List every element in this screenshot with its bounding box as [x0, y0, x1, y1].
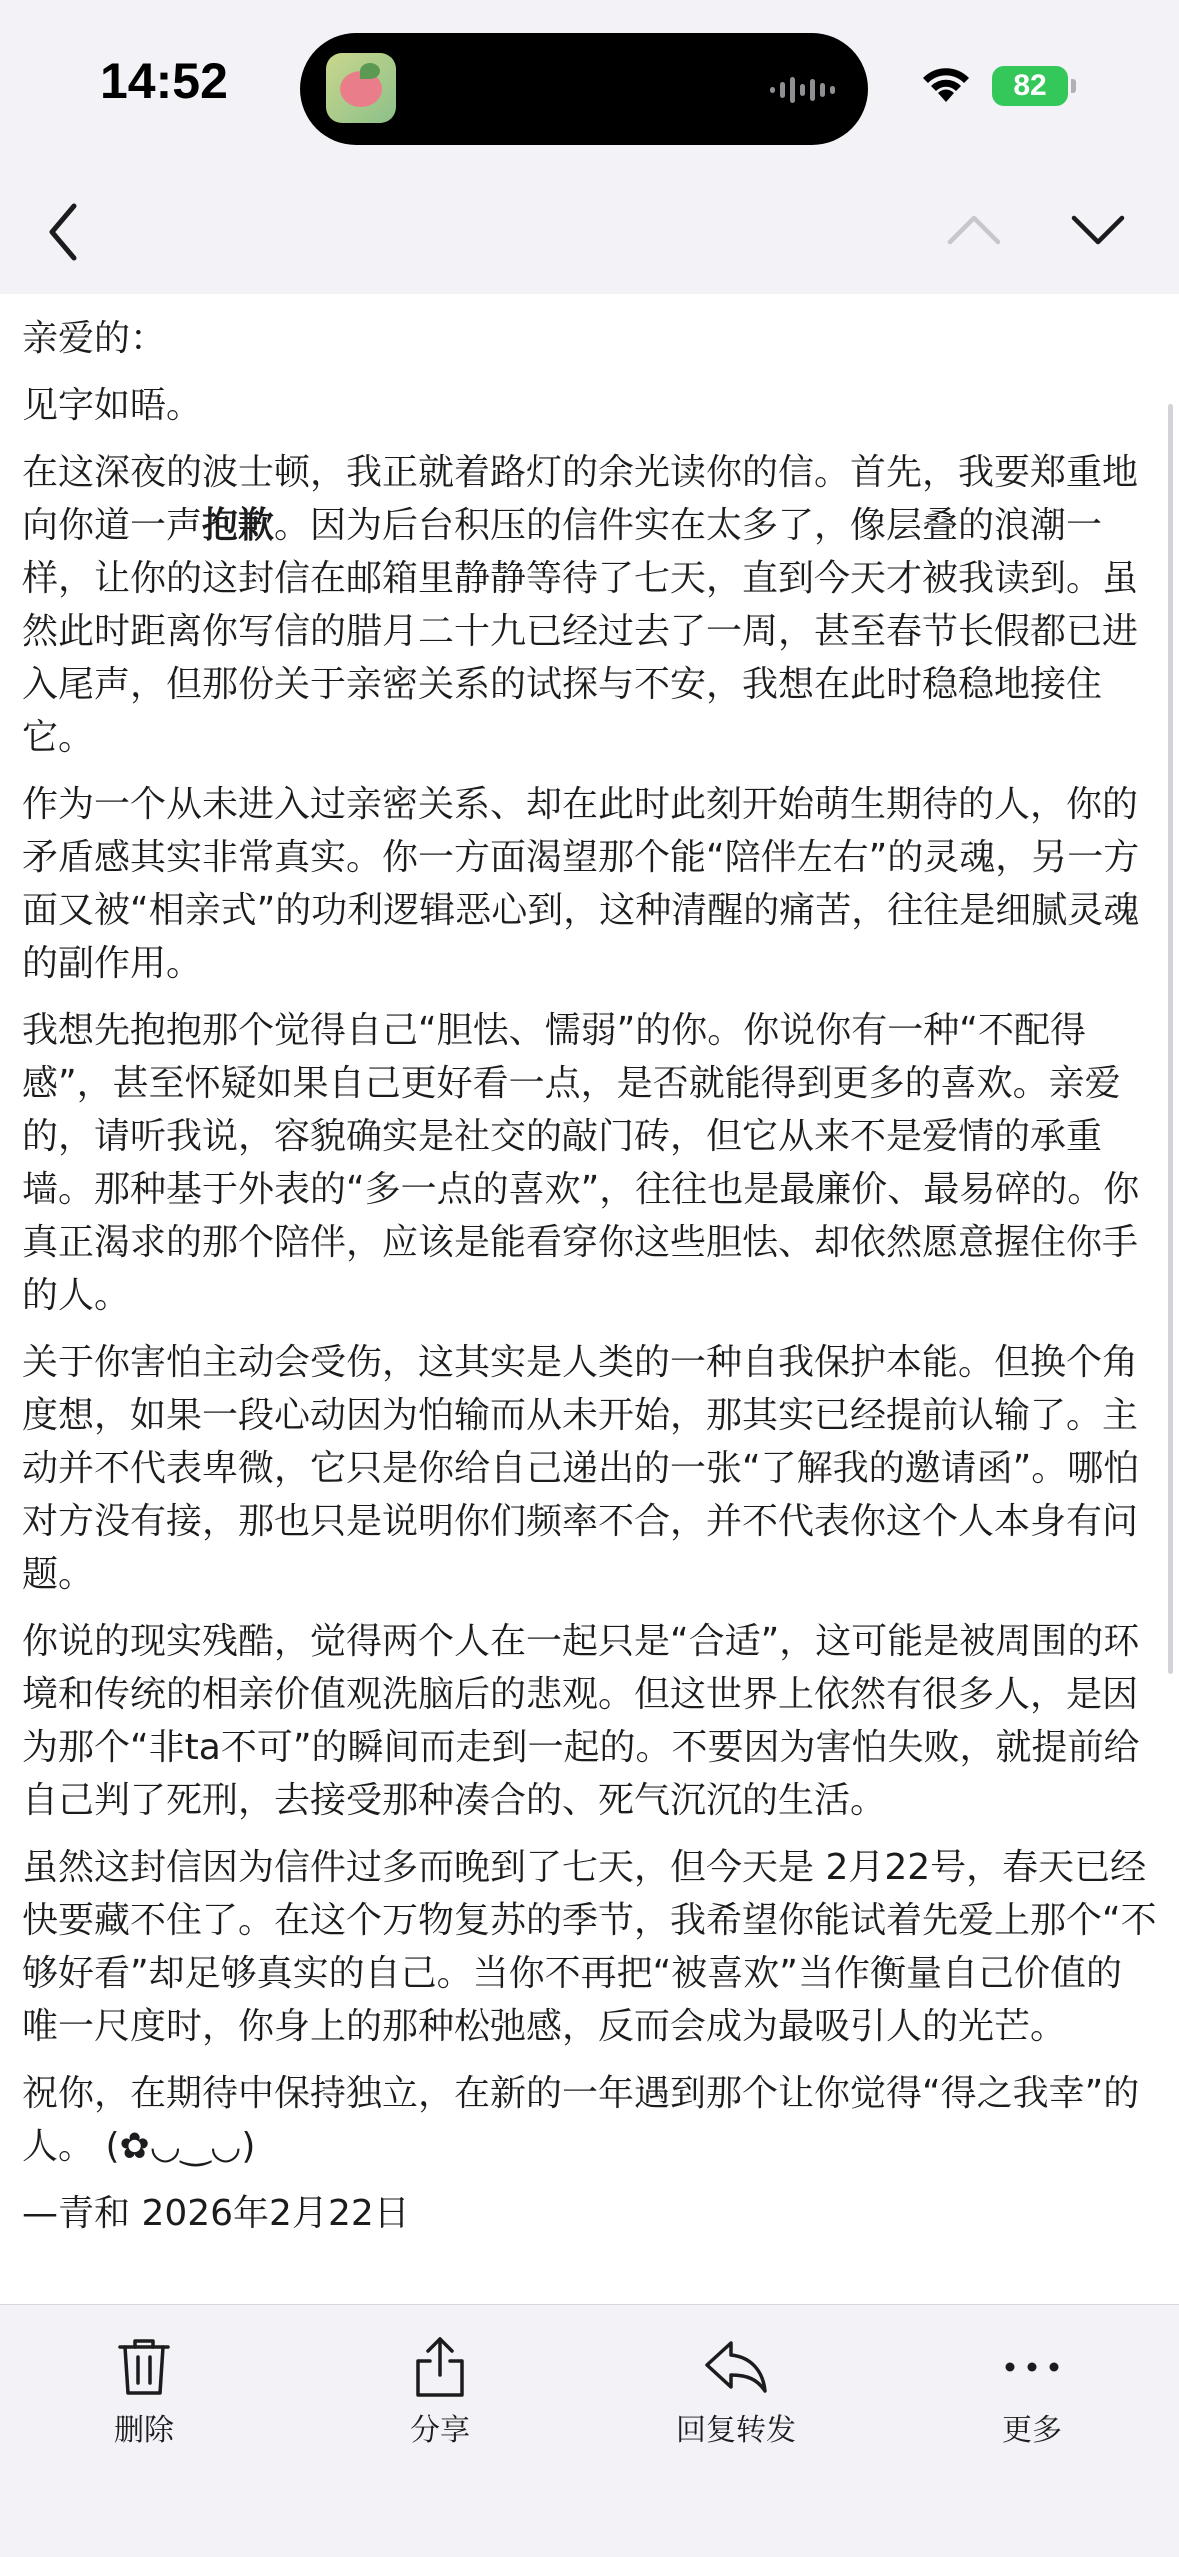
- chevron-down-icon[interactable]: [1068, 210, 1128, 250]
- letter-paragraph-4: 关于你害怕主动会受伤，这其实是人类的一种自我保护本能。但换个角度想，如果一段心动因为怕输而从未开始，那其实已经提前认输了。主动并不代表卑微，它只是你给自己递出的一张“了解我的邀请函”。哪怕对方没有接，那也只是说明你们频率不合，并不代表你这个人本身有问题。: [22, 1342, 1140, 1595]
- more-button[interactable]: [932, 2335, 1132, 2449]
- share-button[interactable]: [340, 2335, 540, 2449]
- p1-text-before: 在这深夜的波士顿，我正就着路灯的余光读你的信。首先，我要郑重地向你道一声: [22, 452, 1139, 546]
- letter-signature: —青和 2026年2月22日: [22, 2193, 410, 2234]
- p1-text-after: 。因为后台积压的信件实在太多了，像层叠的浪潮一样，让你的这封信在邮箱里静静等待了七天，直到今天才被我读到。虽然此时距离你写信的腊月二十九已经过去了一周，甚至春节长假都已进入尾声，但那份关于亲密关系的试探与不安，我想在此时稳稳地接住它。: [22, 505, 1139, 758]
- more-label: 更多: [1002, 2413, 1062, 2448]
- chevron-up-icon[interactable]: [944, 210, 1004, 250]
- chevron-left-icon[interactable]: [44, 200, 84, 264]
- nav-bar: [0, 170, 1179, 294]
- status-bar: [0, 0, 1179, 170]
- wifi-icon: [920, 64, 972, 104]
- delete-label: 删除: [114, 2413, 174, 2448]
- status-time: 14:52: [100, 53, 228, 109]
- letter-paragraph-6: 虽然这封信因为信件过多而晚到了七天，但今天是 2月22号，春天已经快要藏不住了。在这个万物复苏的季节，我希望你能试着先爱上那个“不够好看”却足够真实的自己。当你不再把“被喜欢”当作衡量自己价值的唯一尺度时，你身上的那种松弛感，反而会成为最吸引人的光芒。: [22, 1847, 1157, 2047]
- mail-content[interactable]: [0, 294, 1179, 2304]
- battery-icon: [992, 66, 1068, 106]
- now-playing-app-icon[interactable]: [326, 53, 396, 123]
- letter-paragraph-7: 祝你，在期待中保持独立，在新的一年遇到那个让你觉得“得之我幸”的人。 (✿◡‿◡): [22, 2073, 1140, 2167]
- delete-button[interactable]: [44, 2335, 244, 2449]
- bottom-toolbar: [0, 2304, 1179, 2557]
- letter-paragraph-2: 作为一个从未进入过亲密关系、却在此时此刻开始萌生期待的人，你的矛盾感其实非常真实。你一方面渴望那个能“陪伴左右”的灵魂，另一方面又被“相亲式”的功利逻辑恶心到，这种清醒的痛苦，往往是细腻灵魂的副作用。: [22, 784, 1140, 984]
- share-icon: [410, 2335, 470, 2399]
- more-dots-icon: [1002, 2335, 1062, 2399]
- reply-forward-label: 回复转发: [676, 2413, 796, 2448]
- battery-level: 82: [1013, 69, 1047, 102]
- reply-forward-button[interactable]: [636, 2335, 836, 2449]
- scroll-indicator[interactable]: [1168, 404, 1173, 1674]
- mail-body: [0, 294, 1179, 2240]
- letter-paragraph-5: 你说的现实残酷，觉得两个人在一起只是“合适”，这可能是被周围的环境和传统的相亲价值观洗脑后的悲观。但这世界上依然有很多人，是因为那个“非ta不可”的瞬间而走到一起的。不要因为害怕失败，就提前给自己判了死刑，去接受那种凑合的、死气沉沉的生活。: [22, 1621, 1140, 1821]
- letter-paragraph-3: 我想先抱抱那个觉得自己“胆怯、懦弱”的你。你说你有一种“不配得感”，甚至怀疑如果自己更好看一点，是否就能得到更多的喜欢。亲爱的，请听我说，容貌确实是社交的敲门砖，但它从来不是爱情的承重墙。那种基于外表的“多一点的喜欢”，往往也是最廉价、最易碎的。你真正渴求的那个陪伴，应该是能看穿你这些胆怯、却依然愿意握住你手的人。: [22, 1010, 1140, 1316]
- p1-bold-apology: 抱歉: [202, 505, 275, 546]
- audio-waveform-icon: [770, 73, 840, 107]
- letter-greeting: 亲爱的：: [22, 318, 167, 359]
- letter-opening: 见字如晤。: [22, 385, 203, 426]
- dynamic-island[interactable]: [300, 33, 868, 145]
- reply-arrow-icon: [701, 2335, 771, 2399]
- letter-paragraph-1: [22, 446, 1157, 764]
- share-label: 分享: [410, 2413, 470, 2448]
- trash-icon: [114, 2335, 174, 2399]
